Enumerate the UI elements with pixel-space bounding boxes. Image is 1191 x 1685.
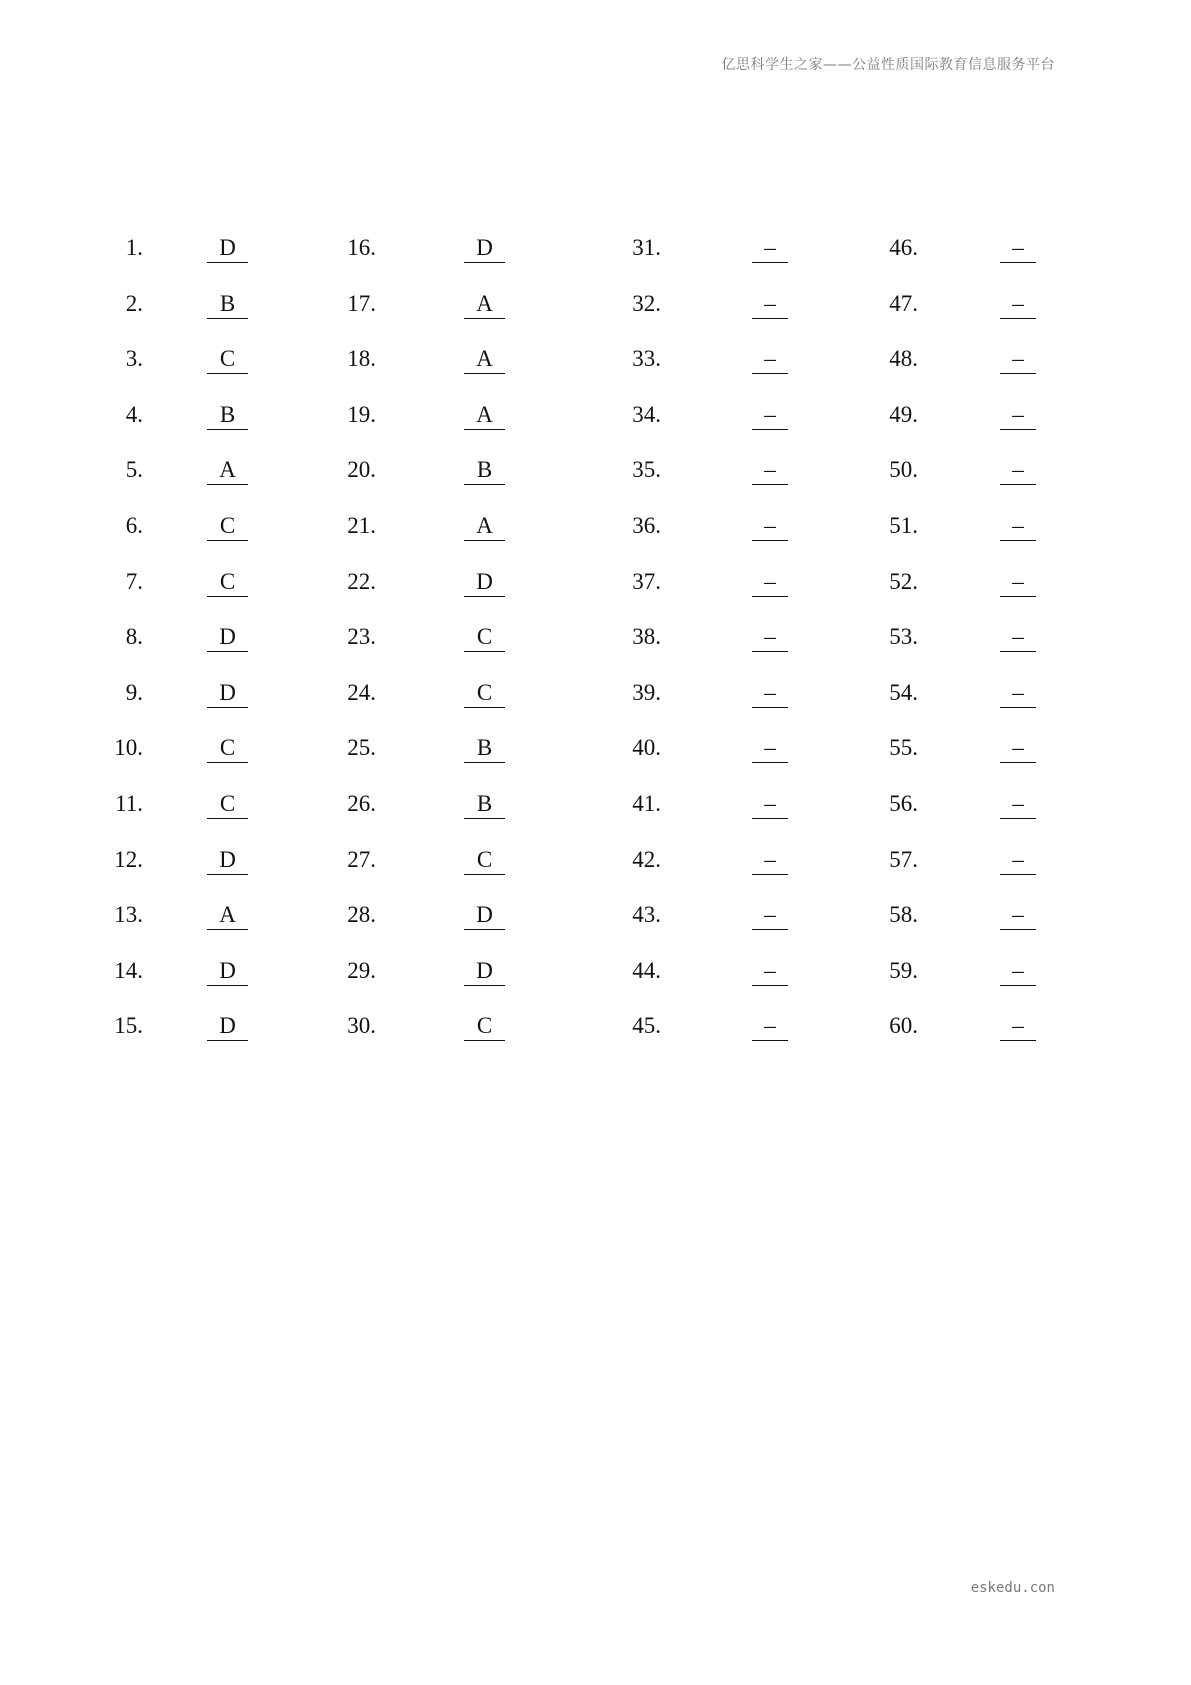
- answer-blank: D: [464, 567, 505, 597]
- answer-blank: A: [464, 289, 505, 319]
- question-number: 55.: [889, 735, 918, 760]
- question-number: 4.: [125, 402, 143, 427]
- answer-blank: B: [464, 733, 505, 763]
- answer-item: [0, 400, 1191, 430]
- question-number: 59.: [889, 958, 918, 983]
- question-number: 34.: [632, 402, 661, 427]
- question-number: 22.: [347, 569, 376, 594]
- question-number: 50.: [889, 457, 918, 482]
- question-number: 47.: [889, 291, 918, 316]
- question-number: 52.: [889, 569, 918, 594]
- answer-blank: –: [752, 789, 788, 819]
- answer-item: [0, 233, 1191, 263]
- question-number: 29.: [347, 958, 376, 983]
- question-number: 1.: [125, 235, 143, 260]
- answer-blank: –: [752, 289, 788, 319]
- answer-blank: A: [464, 511, 505, 541]
- answer-blank: D: [207, 956, 248, 986]
- question-number: 56.: [889, 791, 918, 816]
- answer-item: [0, 789, 1191, 819]
- question-number: 33.: [632, 346, 661, 371]
- question-number: 27.: [347, 847, 376, 872]
- answer-blank: C: [464, 678, 505, 708]
- answer-item: [0, 344, 1191, 374]
- answer-blank: –: [1000, 678, 1036, 708]
- question-number: 58.: [889, 902, 918, 927]
- answer-blank: –: [752, 511, 788, 541]
- answer-blank: –: [752, 344, 788, 374]
- question-number: 39.: [632, 680, 661, 705]
- question-number: 12.: [114, 847, 143, 872]
- answer-blank: –: [752, 455, 788, 485]
- question-number: 17.: [347, 291, 376, 316]
- answer-item: [0, 1011, 1191, 1041]
- answer-blank: –: [1000, 400, 1036, 430]
- question-number: 40.: [632, 735, 661, 760]
- question-number: 16.: [347, 235, 376, 260]
- question-number: 42.: [632, 847, 661, 872]
- question-number: 24.: [347, 680, 376, 705]
- question-number: 35.: [632, 457, 661, 482]
- question-number: 32.: [632, 291, 661, 316]
- answer-item: [0, 622, 1191, 652]
- answer-blank: B: [207, 400, 248, 430]
- question-number: 38.: [632, 624, 661, 649]
- answer-blank: –: [752, 567, 788, 597]
- answer-item: [0, 845, 1191, 875]
- question-number: 15.: [114, 1013, 143, 1038]
- answer-blank: –: [752, 956, 788, 986]
- answer-item: [0, 455, 1191, 485]
- question-number: 60.: [889, 1013, 918, 1038]
- question-number: 10.: [114, 735, 143, 760]
- answer-blank: –: [752, 622, 788, 652]
- page-footer: eskedu.con: [970, 1580, 1055, 1596]
- question-number: 9.: [125, 680, 143, 705]
- answer-item: [0, 567, 1191, 597]
- answer-blank: C: [207, 789, 248, 819]
- question-number: 3.: [125, 346, 143, 371]
- answer-blank: B: [464, 789, 505, 819]
- question-number: 51.: [889, 513, 918, 538]
- answer-blank: –: [1000, 567, 1036, 597]
- question-number: 41.: [632, 791, 661, 816]
- answer-blank: B: [464, 455, 505, 485]
- question-number: 31.: [632, 235, 661, 260]
- answer-blank: A: [207, 900, 248, 930]
- answer-blank: –: [752, 1011, 788, 1041]
- question-number: 19.: [347, 402, 376, 427]
- question-number: 5.: [125, 457, 143, 482]
- answer-blank: D: [207, 1011, 248, 1041]
- answer-blank: –: [1000, 1011, 1036, 1041]
- answer-blank: –: [1000, 622, 1036, 652]
- answer-blank: –: [1000, 845, 1036, 875]
- question-number: 28.: [347, 902, 376, 927]
- question-number: 36.: [632, 513, 661, 538]
- answer-blank: C: [207, 344, 248, 374]
- answer-blank: –: [1000, 455, 1036, 485]
- answer-blank: –: [1000, 900, 1036, 930]
- answer-blank: A: [207, 455, 248, 485]
- question-number: 57.: [889, 847, 918, 872]
- answer-blank: C: [207, 567, 248, 597]
- answer-item: [0, 289, 1191, 319]
- answer-blank: –: [1000, 733, 1036, 763]
- answer-grid: [0, 235, 1191, 1048]
- answer-blank: –: [752, 233, 788, 263]
- answer-blank: –: [1000, 511, 1036, 541]
- question-number: 11.: [115, 791, 143, 816]
- answer-blank: C: [464, 622, 505, 652]
- question-number: 14.: [114, 958, 143, 983]
- question-number: 2.: [125, 291, 143, 316]
- answer-blank: D: [207, 622, 248, 652]
- question-number: 8.: [125, 624, 143, 649]
- answer-blank: C: [464, 1011, 505, 1041]
- question-number: 49.: [889, 402, 918, 427]
- answer-item: [0, 733, 1191, 763]
- answer-blank: –: [1000, 233, 1036, 263]
- answer-blank: –: [752, 845, 788, 875]
- question-number: 26.: [347, 791, 376, 816]
- answer-blank: –: [752, 678, 788, 708]
- answer-blank: D: [207, 845, 248, 875]
- question-number: 43.: [632, 902, 661, 927]
- question-number: 48.: [889, 346, 918, 371]
- answer-item: [0, 900, 1191, 930]
- question-number: 46.: [889, 235, 918, 260]
- answer-blank: –: [1000, 289, 1036, 319]
- question-number: 44.: [632, 958, 661, 983]
- answer-blank: D: [207, 233, 248, 263]
- question-number: 30.: [347, 1013, 376, 1038]
- question-number: 45.: [632, 1013, 661, 1038]
- answer-blank: –: [752, 733, 788, 763]
- answer-blank: C: [207, 733, 248, 763]
- answer-blank: D: [464, 900, 505, 930]
- question-number: 21.: [347, 513, 376, 538]
- question-number: 25.: [347, 735, 376, 760]
- answer-blank: A: [464, 344, 505, 374]
- question-number: 54.: [889, 680, 918, 705]
- answer-blank: D: [464, 956, 505, 986]
- answer-blank: A: [464, 400, 505, 430]
- page-header: 亿思科学生之家——公益性质国际教育信息服务平台: [721, 57, 1055, 73]
- question-number: 13.: [114, 902, 143, 927]
- answer-item: [0, 678, 1191, 708]
- question-number: 37.: [632, 569, 661, 594]
- answer-blank: –: [752, 900, 788, 930]
- answer-blank: D: [464, 233, 505, 263]
- question-number: 7.: [125, 569, 143, 594]
- question-number: 53.: [889, 624, 918, 649]
- answer-blank: –: [1000, 344, 1036, 374]
- question-number: 18.: [347, 346, 376, 371]
- answer-blank: –: [752, 400, 788, 430]
- answer-item: [0, 511, 1191, 541]
- answer-blank: B: [207, 289, 248, 319]
- answer-blank: –: [1000, 789, 1036, 819]
- answer-item: [0, 956, 1191, 986]
- answer-blank: C: [464, 845, 505, 875]
- question-number: 20.: [347, 457, 376, 482]
- question-number: 6.: [125, 513, 143, 538]
- question-number: 23.: [347, 624, 376, 649]
- answer-blank: –: [1000, 956, 1036, 986]
- answer-blank: D: [207, 678, 248, 708]
- answer-blank: C: [207, 511, 248, 541]
